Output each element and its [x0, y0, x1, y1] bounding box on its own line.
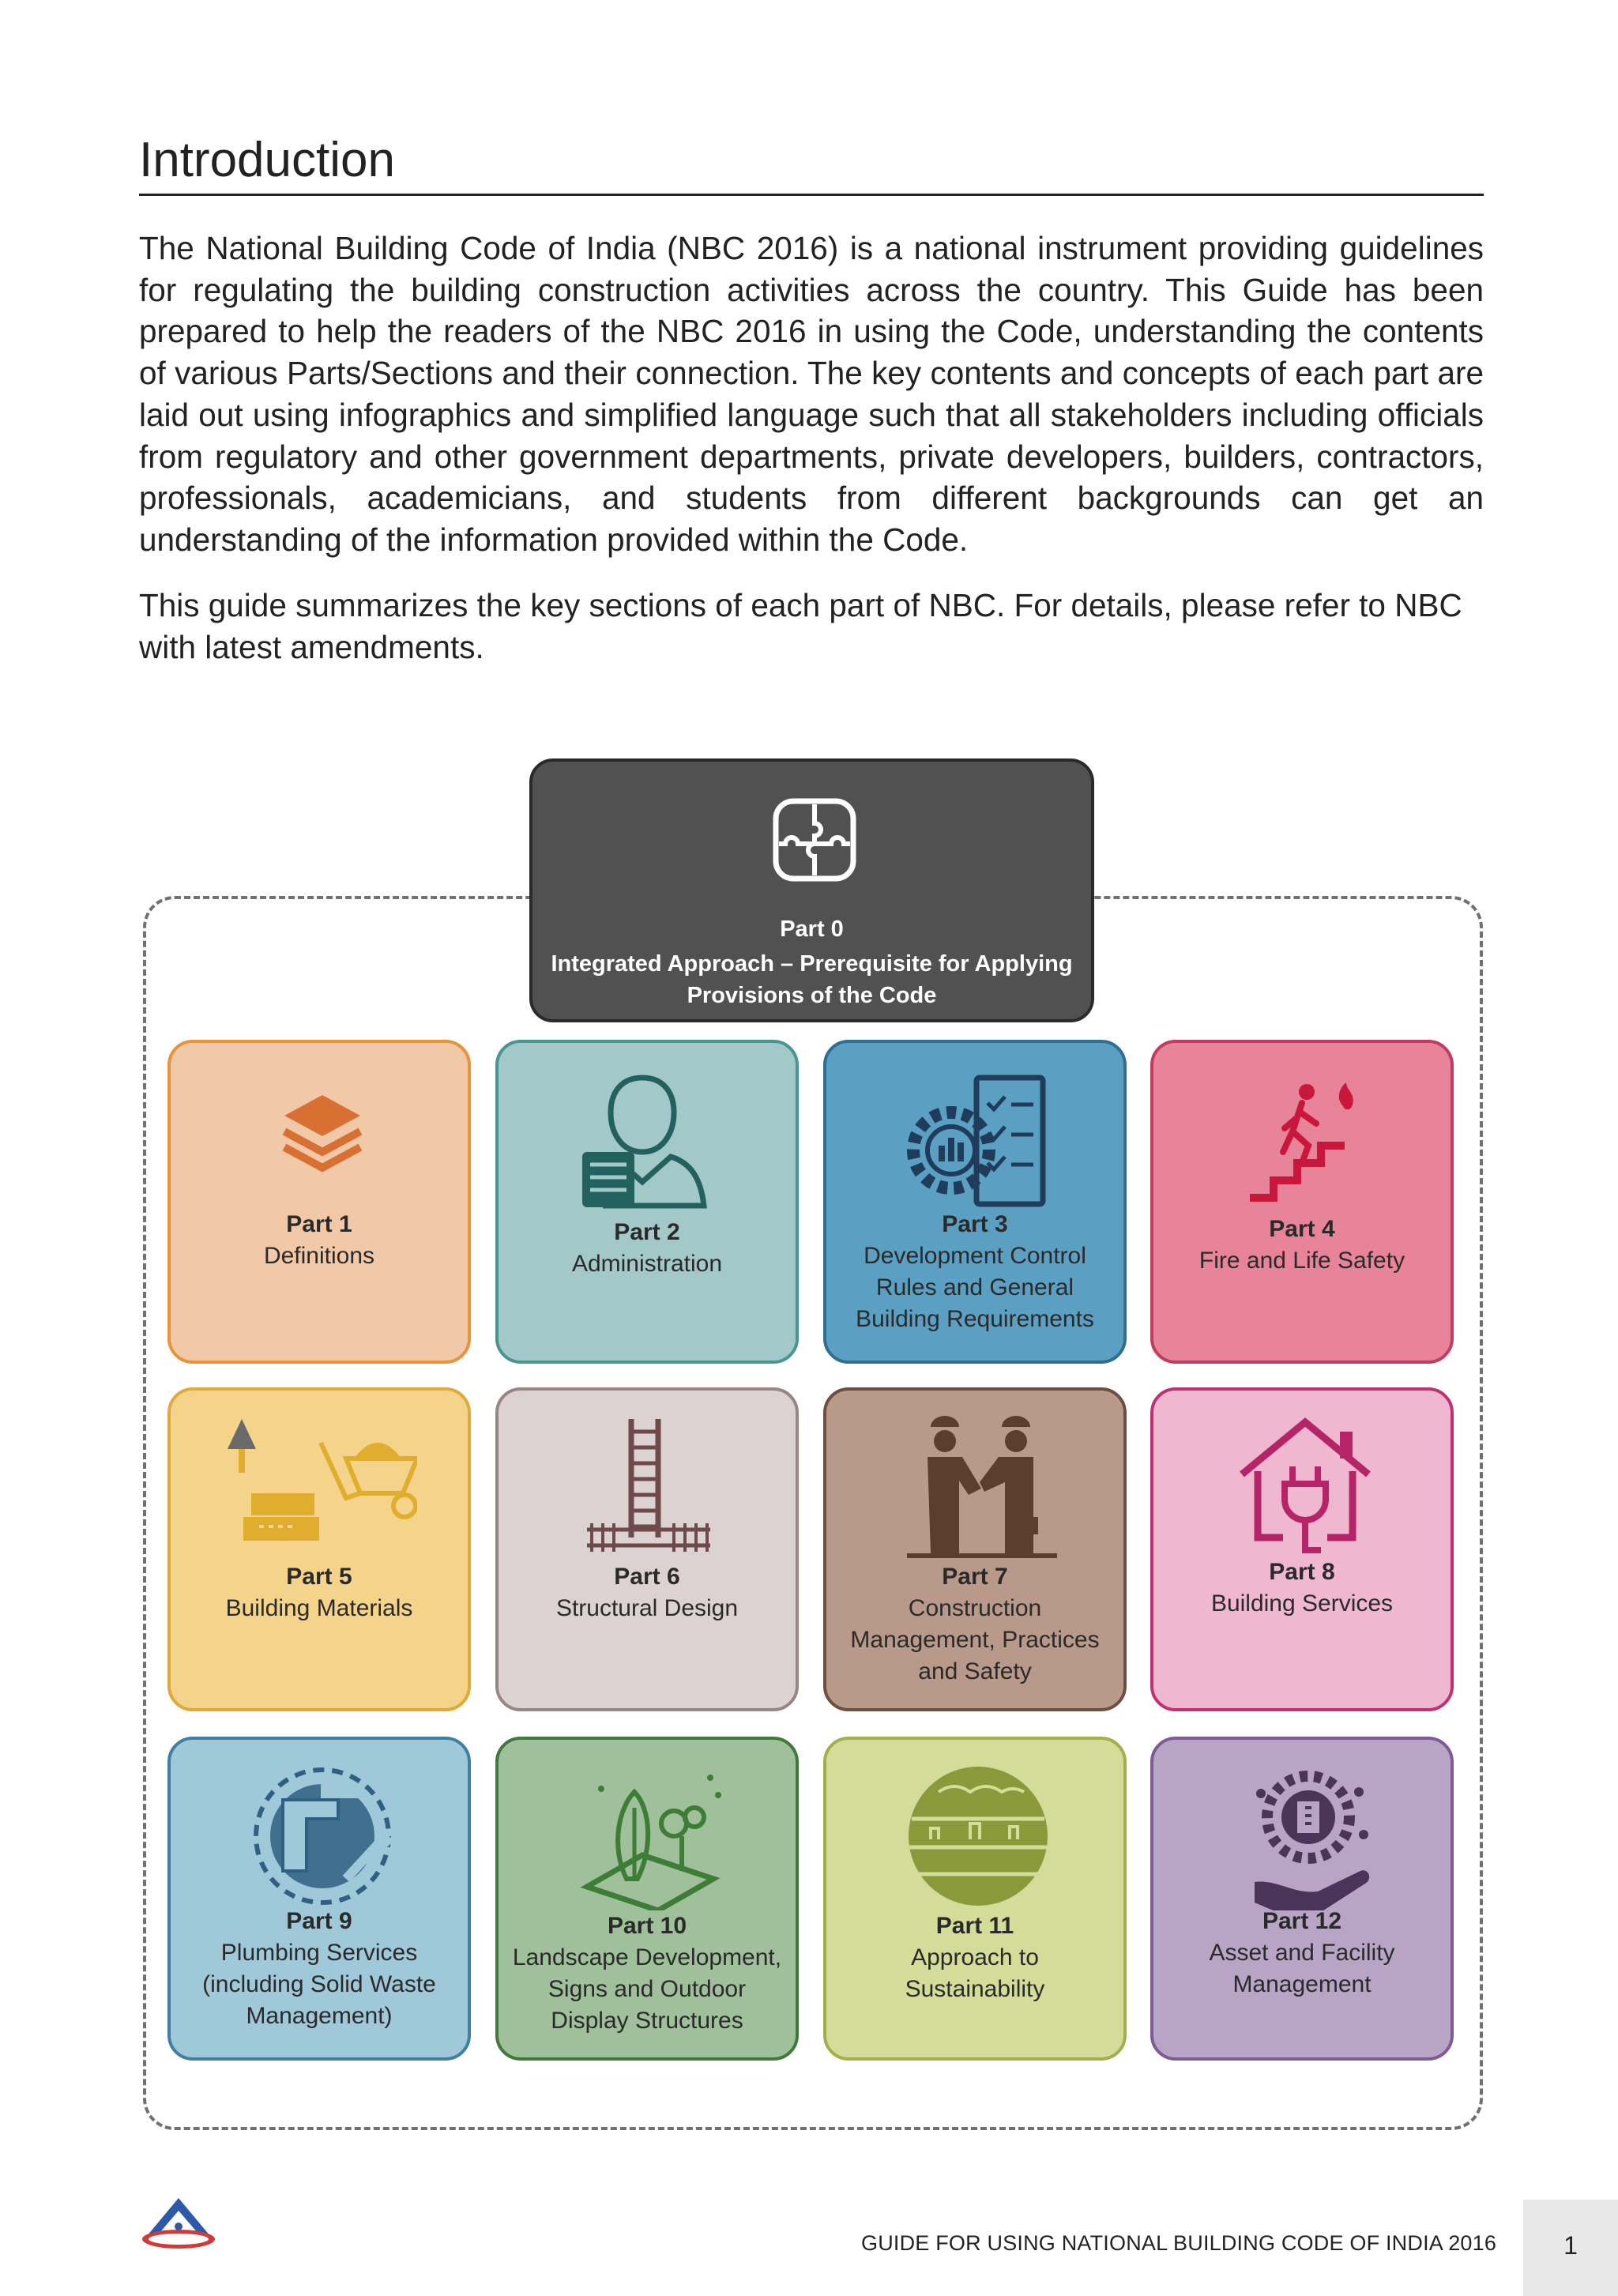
footer-guide-title: GUIDE FOR USING NATIONAL BUILDING CODE OF INDIA 2016 [861, 2231, 1497, 2255]
part-title: Asset and Facility Management [1209, 1940, 1395, 1997]
part-title: Approach to Sustainability [905, 1944, 1045, 2002]
intro-paragraph: The National Building Code of India (NBC 2016) is a national instrument providing guidelines for regulating the building construction activities across the country. This Guide has been prepared to help the readers of the NBC 2016 in using the Code, understanding the contents of various Parts/Sections and their connection. The key contents and concepts of each part are laid out using infographics and simplified language such that all stakeholders including officials from regulatory and other government departments, private developers, builders, contractors, professionals, academicians, and students from different backgrounds can get an understanding of the information provided within the Code. [139, 230, 1484, 558]
part-card-12 [1150, 1737, 1454, 2061]
part-card-3 [823, 1040, 1127, 1364]
part-title: Definitions [263, 1243, 375, 1269]
part-title: Construction Management, Practices and Safety [850, 1595, 1100, 1684]
part-0-card [529, 758, 1094, 1022]
part-card-9 [167, 1737, 471, 2061]
layers-icon [228, 1063, 417, 1214]
part-title: Building Services [1210, 1590, 1394, 1617]
part-card-7 [823, 1387, 1127, 1711]
part-card-1 [167, 1040, 471, 1364]
part-title: Integrated Approach – Prerequisite for Applying Provisions of the Code [551, 951, 1073, 1008]
gear-checklist-icon [883, 1063, 1073, 1214]
materials-icon [228, 1411, 417, 1561]
page-title: Introduction [139, 130, 1484, 196]
part-title: Development Control Rules and General Building Requirements [856, 1243, 1094, 1332]
part-number: Part 5 [286, 1564, 352, 1590]
bis-logo-icon [139, 2195, 218, 2252]
house-plug-icon [1210, 1411, 1400, 1561]
part-title: Fire and Life Safety [1198, 1248, 1405, 1274]
handshake-workers-icon [883, 1411, 1073, 1561]
page-number: 1 [1563, 2231, 1578, 2260]
part-title: Landscape Development, Signs and Outdoor Display Structures [512, 1944, 782, 2034]
part-card-8 [1150, 1387, 1454, 1711]
part-number: Part 1 [286, 1211, 352, 1237]
part-title: Plumbing Services (including Solid Waste Management) [202, 1940, 436, 2029]
part-card-6 [495, 1387, 799, 1711]
part-number: Part 6 [614, 1564, 680, 1590]
part-number: Part 12 [1262, 1908, 1342, 1934]
part-title: Administration [571, 1251, 723, 1277]
part-number: Part 7 [942, 1564, 1008, 1590]
part-number: Part 2 [614, 1219, 680, 1245]
page-number-box [1523, 2200, 1618, 2296]
part-card-5 [167, 1387, 471, 1711]
summary-paragraph: This guide summarizes the key sections of each part of NBC. For details, please refer to NBC with latest amendments. [139, 587, 1462, 665]
part-card-2 [495, 1040, 799, 1364]
part-card-11 [823, 1737, 1127, 2061]
part-title: Structural Design [555, 1595, 739, 1621]
part-number: Part 9 [286, 1908, 352, 1934]
landscape-icon [555, 1760, 745, 1910]
rebar-icon [555, 1411, 745, 1561]
asset-hand-icon [1210, 1760, 1400, 1910]
official-icon [555, 1063, 745, 1214]
part-title: Building Materials [225, 1595, 413, 1621]
puzzle-icon [771, 796, 858, 883]
part-card-4 [1150, 1040, 1454, 1364]
part-number: Part 10 [607, 1913, 687, 1939]
part-number: Part 4 [1269, 1216, 1335, 1242]
part-number: Part 0 [780, 917, 844, 942]
plumbing-icon [228, 1760, 417, 1910]
fire-escape-icon [1210, 1063, 1400, 1214]
part-number: Part 11 [935, 1913, 1014, 1939]
sustainability-globe-icon [883, 1760, 1073, 1910]
part-card-10 [495, 1737, 799, 2061]
part-number: Part 3 [942, 1211, 1008, 1237]
part-number: Part 8 [1269, 1559, 1335, 1585]
